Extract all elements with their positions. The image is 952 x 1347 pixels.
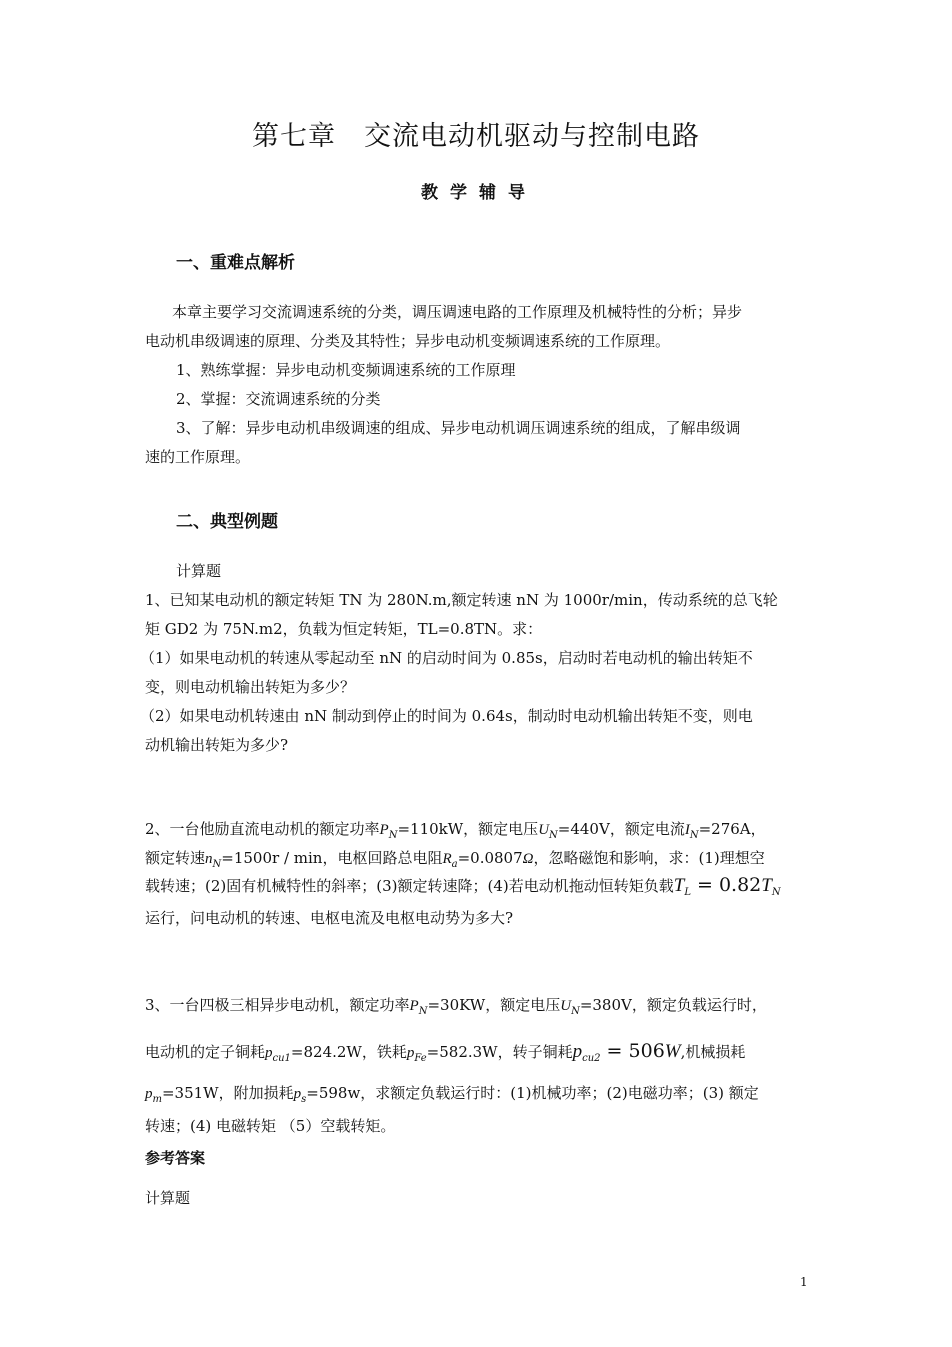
rated-current-symbol: I (684, 822, 690, 838)
stator-copper-loss-symbol: p (265, 1045, 273, 1061)
rated-power-symbol: P (379, 822, 389, 838)
question-1-line: 1、已知某电动机的额定转矩 TN 为 280N.m,额定转速 nN 为 1000r/min，传动系统的总飞轮 (145, 591, 778, 609)
load-torque-symbol: T (673, 875, 685, 896)
paragraph-line: 电动机串级调速的原理、分类及其特性；异步电动机变频调速系统的工作原理。 (145, 332, 671, 350)
question-1-line: 变，则电动机输出转矩为多少？ (145, 678, 356, 696)
list-item: 1、熟练掌握：异步电动机变频调速系统的工作原理 (176, 361, 516, 379)
list-item-continuation: 速的工作原理。 (145, 448, 251, 466)
question-3-line: 电动机的定子铜耗$p_{cu1}=824.2W$，铁耗$p_{Fe}=582.3W$，转子铜耗$p_{cu2} = 506W$,机械损耗 (145, 1040, 746, 1064)
mechanical-loss-symbol: p (145, 1086, 153, 1102)
section-heading-key-points: 一、重难点解析 (176, 253, 295, 273)
question-1-line: （1）如果电动机的转速从零起动至 nN 的启动时间为 0.85s，启动时若电动机的输出转矩不 (140, 649, 753, 667)
paragraph-line: 本章主要学习交流调速系统的分类，调压调速电路的工作原理及机械特性的分析；异步 (172, 303, 743, 321)
question-3-line: 3、一台四极三相异步电动机，额定功率$P_N=30KW$，额定电压$U_N=380V$，额定负载运行时， (145, 996, 767, 1017)
armature-resistance-symbol: R (442, 851, 452, 867)
question-3-line: 转速；(4) 电磁转矩 （5）空载转矩。 (145, 1117, 396, 1135)
question-2-line: 额定转速$n_N=1500r / \min$，电枢回路总电阻$R_a=0.0807\Omega$，忽略磁饱和影响，求：(1)理想空 (145, 849, 765, 870)
section-heading-examples: 二、典型例题 (176, 512, 278, 532)
question-3-line: $p_m=351W$，附加损耗$p_s=598w$，求额定负载运行时：(1)机械功率；(2)电磁功率；(3) 额定 (145, 1084, 759, 1105)
chapter-title: 第七章 交流电动机驱动与控制电路 (252, 121, 700, 152)
rated-voltage-symbol: U (538, 822, 550, 838)
answer-calc-label: 计算题 (145, 1189, 191, 1207)
list-item: 2、掌握：交流调速系统的分类 (176, 390, 381, 408)
question-2-line: 载转速；(2)固有机械特性的斜率；(3)额定转速降；(4)若电动机拖动恒转矩负载$T_L = 0.82T_N$ (145, 874, 781, 898)
calc-label: 计算题 (176, 562, 222, 580)
question-1-line: 动机输出转矩为多少? (145, 736, 289, 754)
question-1-line: 矩 GD2 为 75N.m2，负载为恒定转矩，TL=0.8TN。求： (145, 620, 543, 638)
question-2-line: 运行，问电动机的转速、电枢电流及电枢电动势为多大? (145, 909, 514, 927)
rated-speed-symbol: n (205, 851, 213, 867)
question-1-line: （2）如果电动机转速由 nN 制动到停止的时间为 0.64s，制动时电动机输出转矩不变，则电 (140, 707, 753, 725)
load-torque-equation: = 0.82 (690, 874, 762, 896)
page-number: 1 (800, 1275, 808, 1289)
question-2-line: 2、一台他励直流电动机的额定功率$P_N=110kW$，额定电压$U_N=440V$，额定电流$I_N=276A$， (145, 820, 766, 841)
answer-heading: 参考答案 (145, 1149, 206, 1167)
additional-loss-symbol: p (293, 1086, 302, 1102)
chapter-subtitle: 教学辅导 (421, 183, 537, 203)
iron-loss-symbol: p (406, 1045, 415, 1061)
list-item: 3、了解：异步电动机串级调速的组成、异步电动机调压调速系统的组成，了解串级调 (176, 419, 741, 437)
rotor-copper-loss-symbol: p (572, 1041, 583, 1062)
ohm-symbol: Ω (522, 851, 534, 867)
